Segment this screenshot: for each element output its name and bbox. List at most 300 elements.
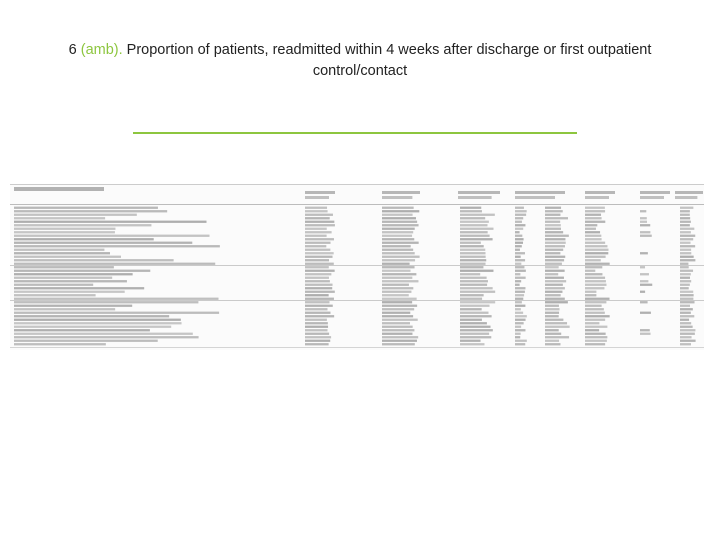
table-cell-blur xyxy=(305,294,329,296)
table-cell-blur xyxy=(545,242,566,244)
table-cell-blur xyxy=(515,238,524,240)
title-text: Proportion of patients, readmitted within 4 weeks after discharge or first outpatient control/contact xyxy=(126,42,652,79)
table-cell-blur xyxy=(382,228,415,230)
table-header-blur xyxy=(640,196,664,199)
table-cell-blur xyxy=(680,308,693,310)
table-cell-blur xyxy=(680,305,690,307)
table-cell-blur xyxy=(305,224,335,226)
table-cell-blur xyxy=(640,210,646,212)
table-cell-blur xyxy=(515,224,525,226)
table-bottom-rule xyxy=(10,347,704,348)
table-cell-blur xyxy=(680,329,695,331)
table-cell-blur xyxy=(680,273,691,275)
table-top-rule xyxy=(10,184,704,185)
table-cell-blur xyxy=(460,343,484,345)
table-cell-blur xyxy=(305,305,333,307)
table-cell-blur xyxy=(585,298,610,300)
table-cell-blur xyxy=(382,256,420,258)
table-cell-blur xyxy=(460,301,495,303)
table-cell-blur xyxy=(460,235,490,237)
table-cell-blur xyxy=(460,214,495,216)
table-cell-blur xyxy=(515,343,525,345)
table-cell-blur xyxy=(460,277,487,279)
table-cell-blur xyxy=(585,273,602,275)
table-cell-blur xyxy=(545,221,560,223)
table-cell-blur xyxy=(14,249,104,251)
table-cell-blur xyxy=(545,343,561,345)
table-cell-blur xyxy=(460,329,493,331)
table-cell-blur xyxy=(305,280,330,282)
table-cell-blur xyxy=(545,270,565,272)
table-cell-blur xyxy=(545,291,562,293)
table-cell-blur xyxy=(585,263,610,265)
table-cell-blur xyxy=(305,336,331,338)
table-cell-blur xyxy=(460,217,485,219)
table-cell-blur xyxy=(515,256,521,258)
table-cell-blur xyxy=(460,280,488,282)
table-cell-blur xyxy=(382,322,410,324)
table-cell-blur xyxy=(382,291,411,293)
table-cell-blur xyxy=(515,210,527,212)
table-cell-blur xyxy=(382,231,413,233)
table-cell-blur xyxy=(14,259,174,261)
accent-rule xyxy=(133,132,577,134)
table-cell-blur xyxy=(585,252,608,254)
table-cell-blur xyxy=(515,270,526,272)
table-header-blur xyxy=(640,191,670,194)
table-cell-blur xyxy=(14,336,199,338)
table-cell-blur xyxy=(585,228,596,230)
table-header-blur xyxy=(305,191,335,194)
table-cell-blur xyxy=(305,308,328,310)
table-header-blur xyxy=(458,196,492,199)
table-cell-blur xyxy=(545,207,561,209)
table-cell-blur xyxy=(14,214,137,216)
table-cell-blur xyxy=(545,322,567,324)
table-cell-blur xyxy=(585,266,602,268)
table-cell-blur xyxy=(14,242,192,244)
table-cell-blur xyxy=(680,336,692,338)
table-cell-blur xyxy=(460,249,485,251)
table-cell-blur xyxy=(640,235,652,237)
readmission-table-image xyxy=(10,184,704,350)
table-cell-blur xyxy=(460,322,487,324)
table-cell-blur xyxy=(515,249,520,251)
table-cell-blur xyxy=(640,252,648,254)
table-cell-blur xyxy=(640,266,645,268)
table-cell-blur xyxy=(382,235,412,237)
table-cell-blur xyxy=(305,340,330,342)
table-cell-blur xyxy=(680,340,696,342)
table-cell-blur xyxy=(585,217,602,219)
table-cell-blur xyxy=(585,249,609,251)
table-cell-blur xyxy=(585,294,596,296)
table-cell-blur xyxy=(585,329,599,331)
table-cell-blur xyxy=(14,305,132,307)
table-cell-blur xyxy=(14,333,193,335)
table-cell-blur xyxy=(585,238,602,240)
table-cell-blur xyxy=(585,245,607,247)
table-cell-blur xyxy=(680,259,695,261)
table-cell-blur xyxy=(14,329,150,331)
table-cell-blur xyxy=(680,294,694,296)
table-cell-blur xyxy=(585,210,605,212)
table-cell-blur xyxy=(585,319,605,321)
table-cell-blur xyxy=(515,252,525,254)
table-cell-blur xyxy=(545,277,564,279)
table-cell-blur xyxy=(515,242,523,244)
table-cell-blur xyxy=(585,277,605,279)
table-cell-blur xyxy=(305,249,330,251)
table-cell-blur xyxy=(680,231,691,233)
table-cell-blur xyxy=(14,256,121,258)
table-cell-blur xyxy=(640,280,648,282)
table-cell-blur xyxy=(680,242,691,244)
table-cell-blur xyxy=(680,214,690,216)
table-cell-blur xyxy=(14,224,151,226)
table-cell-blur xyxy=(14,221,207,223)
table-cell-blur xyxy=(460,270,493,272)
table-cell-blur xyxy=(382,214,413,216)
table-cell-blur xyxy=(585,280,606,282)
table-cell-blur xyxy=(545,238,565,240)
table-cell-blur xyxy=(460,340,481,342)
table-cell-blur xyxy=(14,207,158,209)
table-cell-blur xyxy=(585,340,607,342)
table-cell-blur xyxy=(460,305,490,307)
table-cell-blur xyxy=(305,298,334,300)
table-cell-blur xyxy=(382,340,417,342)
table-cell-blur xyxy=(14,231,115,233)
table-cell-blur xyxy=(585,221,605,223)
table-cell-blur xyxy=(515,214,526,216)
table-cell-blur xyxy=(14,291,125,293)
table-cell-blur xyxy=(460,312,488,314)
table-cell-blur xyxy=(460,308,482,310)
table-cell-blur xyxy=(305,228,327,230)
table-cell-blur xyxy=(382,224,419,226)
table-cell-blur xyxy=(460,224,488,226)
table-cell-blur xyxy=(680,287,689,289)
table-cell-blur xyxy=(515,287,525,289)
table-cell-blur xyxy=(545,224,561,226)
table-cell-blur xyxy=(14,298,219,300)
table-cell-blur xyxy=(305,207,327,209)
table-cell-blur xyxy=(545,280,566,282)
table-cell-blur xyxy=(585,214,601,216)
table-cell-blur xyxy=(382,252,415,254)
table-cell-blur xyxy=(640,301,648,303)
table-cell-blur xyxy=(14,340,158,342)
table-cell-blur xyxy=(305,245,326,247)
table-cell-blur xyxy=(680,252,691,254)
table-cell-blur xyxy=(382,217,416,219)
table-cell-blur xyxy=(680,312,691,314)
table-cell-blur xyxy=(585,256,606,258)
table-cell-blur xyxy=(515,263,521,265)
table-cell-blur xyxy=(305,319,327,321)
table-cell-blur xyxy=(585,291,596,293)
table-cell-blur xyxy=(515,273,520,275)
table-cell-blur xyxy=(545,210,563,212)
table-header-blur xyxy=(585,191,615,194)
table-cell-blur xyxy=(585,312,605,314)
table-cell-blur xyxy=(585,242,605,244)
table-cell-blur xyxy=(305,287,332,289)
table-cell-blur xyxy=(14,252,110,254)
table-header-blur xyxy=(585,196,609,199)
table-cell-blur xyxy=(515,336,520,338)
table-cell-blur xyxy=(515,277,526,279)
table-cell-blur xyxy=(14,301,198,303)
table-cell-blur xyxy=(460,294,484,296)
table-cell-blur xyxy=(305,242,331,244)
table-cell-blur xyxy=(585,333,606,335)
table-cell-blur xyxy=(305,252,334,254)
table-cell-blur xyxy=(585,259,601,261)
table-cell-blur xyxy=(545,326,570,328)
table-cell-blur xyxy=(460,266,483,268)
table-cell-blur xyxy=(680,333,695,335)
table-cell-blur xyxy=(585,231,600,233)
slide-title xyxy=(40,40,680,82)
table-cell-blur xyxy=(14,308,115,310)
table-cell-blur xyxy=(515,217,523,219)
table-header-blur xyxy=(305,196,329,199)
table-heading-blur xyxy=(14,187,104,191)
table-cell-blur xyxy=(585,315,610,317)
table-cell-blur xyxy=(14,273,133,275)
table-cell-blur xyxy=(680,322,691,324)
table-header-rule xyxy=(10,204,704,205)
table-cell-blur xyxy=(14,284,93,286)
table-cell-blur xyxy=(680,280,691,282)
table-cell-blur xyxy=(680,301,695,303)
table-cell-blur xyxy=(545,319,563,321)
table-cell-blur xyxy=(680,315,694,317)
table-cell-blur xyxy=(382,270,411,272)
table-cell-blur xyxy=(585,207,605,209)
table-cell-blur xyxy=(545,235,569,237)
table-cell-blur xyxy=(460,252,486,254)
title-tag: (amb). xyxy=(80,42,123,58)
table-cell-blur xyxy=(382,287,413,289)
table-cell-blur xyxy=(14,270,150,272)
table-cell-blur xyxy=(640,273,649,275)
table-cell-blur xyxy=(382,259,415,261)
table-cell-blur xyxy=(545,284,563,286)
table-cell-blur xyxy=(382,298,417,300)
table-cell-blur xyxy=(14,326,171,328)
table-cell-blur xyxy=(545,256,565,258)
table-cell-blur xyxy=(545,266,559,268)
table-cell-blur xyxy=(680,343,691,345)
table-cell-blur xyxy=(305,270,335,272)
table-cell-blur xyxy=(460,298,482,300)
table-cell-blur xyxy=(460,242,481,244)
table-cell-blur xyxy=(14,263,215,265)
table-cell-blur xyxy=(460,287,493,289)
table-cell-blur xyxy=(460,256,486,258)
table-cell-blur xyxy=(545,249,563,251)
table-cell-blur xyxy=(305,214,333,216)
table-cell-blur xyxy=(305,263,334,265)
table-cell-blur xyxy=(680,277,690,279)
table-cell-blur xyxy=(545,336,569,338)
table-cell-blur xyxy=(305,301,329,303)
table-cell-blur xyxy=(460,238,493,240)
table-cell-blur xyxy=(545,333,561,335)
table-cell-blur xyxy=(640,333,651,335)
table-cell-blur xyxy=(382,333,412,335)
table-header-blur xyxy=(675,196,697,199)
table-cell-blur xyxy=(515,308,521,310)
table-cell-blur xyxy=(305,273,331,275)
table-cell-blur xyxy=(545,301,568,303)
table-cell-blur xyxy=(680,291,693,293)
table-cell-blur xyxy=(515,221,522,223)
table-cell-blur xyxy=(14,312,219,314)
table-cell-blur xyxy=(382,326,413,328)
table-cell-blur xyxy=(305,217,330,219)
title-number: 6 xyxy=(68,42,77,58)
table-cell-blur xyxy=(305,259,329,261)
table-cell-blur xyxy=(382,277,412,279)
table-cell-blur xyxy=(382,242,419,244)
table-cell-blur xyxy=(305,343,329,345)
table-cell-blur xyxy=(305,238,334,240)
table-cell-blur xyxy=(382,312,410,314)
table-cell-blur xyxy=(680,326,693,328)
table-cell-blur xyxy=(305,210,328,212)
table-cell-blur xyxy=(382,210,419,212)
table-cell-blur xyxy=(515,301,522,303)
table-cell-blur xyxy=(640,224,650,226)
table-cell-blur xyxy=(680,217,690,219)
table-cell-blur xyxy=(305,235,327,237)
table-cell-blur xyxy=(640,217,647,219)
table-cell-blur xyxy=(14,217,105,219)
table-cell-blur xyxy=(680,210,690,212)
table-cell-blur xyxy=(305,266,329,268)
table-cell-blur xyxy=(515,259,525,261)
table-section-rule xyxy=(10,265,704,266)
table-cell-blur xyxy=(14,315,169,317)
table-cell-blur xyxy=(515,305,525,307)
table-cell-blur xyxy=(305,329,328,331)
table-cell-blur xyxy=(460,228,493,230)
table-cell-blur xyxy=(545,214,560,216)
table-cell-blur xyxy=(305,256,333,258)
table-cell-blur xyxy=(382,273,416,275)
table-cell-blur xyxy=(460,263,486,265)
table-cell-blur xyxy=(460,207,481,209)
table-cell-blur xyxy=(14,245,220,247)
table-cell-blur xyxy=(382,336,418,338)
table-cell-blur xyxy=(382,284,409,286)
table-cell-blur xyxy=(382,319,418,321)
table-cell-blur xyxy=(585,326,607,328)
table-cell-blur xyxy=(545,312,559,314)
table-cell-blur xyxy=(585,301,606,303)
table-cell-blur xyxy=(460,231,488,233)
table-cell-blur xyxy=(14,319,181,321)
table-cell-blur xyxy=(14,277,112,279)
table-cell-blur xyxy=(680,228,694,230)
table-cell-blur xyxy=(585,224,597,226)
table-cell-blur xyxy=(382,263,410,265)
table-section-rule xyxy=(10,300,704,301)
table-cell-blur xyxy=(585,305,602,307)
table-cell-blur xyxy=(382,266,415,268)
table-cell-blur xyxy=(680,249,691,251)
table-cell-blur xyxy=(585,284,606,286)
table-cell-blur xyxy=(305,277,329,279)
table-cell-blur xyxy=(460,326,491,328)
table-cell-blur xyxy=(545,340,559,342)
table-image-canvas xyxy=(10,184,704,350)
table-cell-blur xyxy=(680,245,695,247)
table-cell-blur xyxy=(382,305,417,307)
table-cell-blur xyxy=(515,315,527,317)
table-cell-blur xyxy=(14,280,127,282)
table-cell-blur xyxy=(515,245,522,247)
table-cell-blur xyxy=(545,228,561,230)
table-cell-blur xyxy=(305,312,331,314)
table-cell-blur xyxy=(382,238,414,240)
table-cell-blur xyxy=(14,238,154,240)
table-cell-blur xyxy=(460,210,482,212)
table-cell-blur xyxy=(680,284,690,286)
table-cell-blur xyxy=(515,340,527,342)
table-header-blur xyxy=(675,191,703,194)
table-cell-blur xyxy=(382,343,415,345)
table-cell-blur xyxy=(382,249,413,251)
table-cell-blur xyxy=(14,343,106,345)
table-cell-blur xyxy=(515,291,525,293)
table-cell-blur xyxy=(382,329,414,331)
table-cell-blur xyxy=(585,343,605,345)
table-cell-blur xyxy=(640,284,652,286)
table-cell-blur xyxy=(515,333,521,335)
table-cell-blur xyxy=(585,322,599,324)
table-cell-blur xyxy=(14,266,114,268)
table-cell-blur xyxy=(545,263,562,265)
table-cell-blur xyxy=(680,319,689,321)
table-cell-blur xyxy=(680,224,690,226)
table-cell-blur xyxy=(545,259,564,261)
table-cell-blur xyxy=(545,273,558,275)
table-cell-blur xyxy=(585,235,601,237)
table-cell-blur xyxy=(515,322,524,324)
table-cell-blur xyxy=(305,284,333,286)
table-header-blur xyxy=(515,191,565,194)
table-cell-blur xyxy=(305,221,334,223)
table-cell-blur xyxy=(515,284,520,286)
table-cell-blur xyxy=(382,315,413,317)
table-cell-blur xyxy=(640,291,645,293)
table-cell-blur xyxy=(460,336,491,338)
table-cell-blur xyxy=(382,294,409,296)
table-cell-blur xyxy=(545,308,560,310)
table-cell-blur xyxy=(515,280,521,282)
table-cell-blur xyxy=(382,245,411,247)
table-cell-blur xyxy=(680,298,693,300)
table-cell-blur xyxy=(305,322,328,324)
table-cell-blur xyxy=(460,273,480,275)
table-cell-blur xyxy=(460,245,484,247)
table-cell-blur xyxy=(382,301,412,303)
